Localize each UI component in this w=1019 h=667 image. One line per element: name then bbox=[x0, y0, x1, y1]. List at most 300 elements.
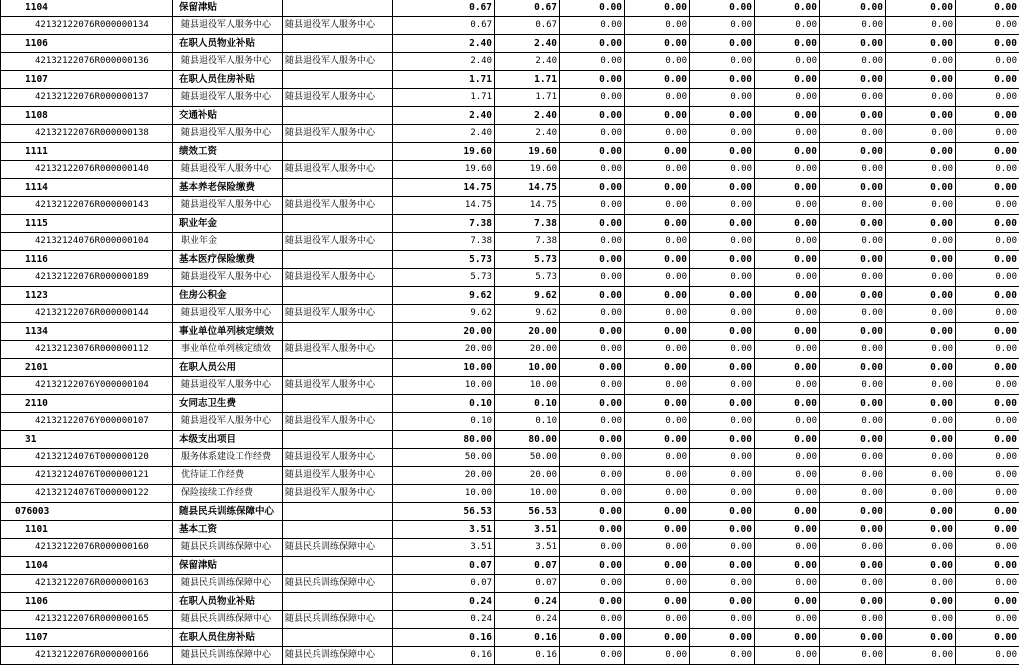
amount-cell: 0.00 bbox=[690, 593, 755, 611]
subtotal-row bbox=[1, 629, 1019, 647]
code-cell: 42132122076R000000140 bbox=[1, 161, 173, 179]
unit-name-cell: 随县退役军人服务中心 bbox=[283, 197, 393, 215]
amount-cell: 0.00 bbox=[625, 89, 690, 107]
amount-cell: 0.00 bbox=[956, 611, 1019, 629]
amount-total-cell: 19.60 bbox=[393, 161, 495, 179]
amount-cell: 0.00 bbox=[886, 575, 956, 593]
unit-name-cell: 随县退役军人服务中心 bbox=[283, 269, 393, 287]
subtotal-row bbox=[1, 179, 1019, 197]
amount-cell: 0.00 bbox=[560, 377, 625, 395]
amount-budget-cell: 0.10 bbox=[495, 413, 560, 431]
unit-name-cell bbox=[283, 287, 393, 305]
table-body bbox=[1, 0, 1019, 665]
amount-cell: 0.00 bbox=[560, 449, 625, 467]
unit-name-cell bbox=[283, 359, 393, 377]
detail-row bbox=[1, 575, 1019, 593]
amount-budget-cell: 10.00 bbox=[495, 485, 560, 503]
item-name-cell: 随县退役军人服务中心 bbox=[173, 269, 283, 287]
code-cell: 1123 bbox=[1, 287, 173, 305]
amount-cell: 0.00 bbox=[625, 0, 690, 17]
code-cell: 42132124076T000000120 bbox=[1, 449, 173, 467]
amount-cell: 0.00 bbox=[956, 431, 1019, 449]
amount-cell: 0.00 bbox=[560, 269, 625, 287]
amount-cell: 0.00 bbox=[625, 593, 690, 611]
subtotal-row bbox=[1, 359, 1019, 377]
code-cell: 42132122076R000000134 bbox=[1, 17, 173, 35]
amount-cell: 0.00 bbox=[956, 197, 1019, 215]
amount-budget-cell: 0.67 bbox=[495, 17, 560, 35]
amount-cell: 0.00 bbox=[956, 53, 1019, 71]
subtotal-row bbox=[1, 143, 1019, 161]
amount-cell: 0.00 bbox=[886, 17, 956, 35]
amount-cell: 0.00 bbox=[560, 161, 625, 179]
amount-cell: 0.00 bbox=[755, 629, 820, 647]
amount-cell: 0.00 bbox=[956, 233, 1019, 251]
amount-cell: 0.00 bbox=[755, 449, 820, 467]
amount-cell: 0.00 bbox=[690, 323, 755, 341]
unit-name-cell: 随县退役军人服务中心 bbox=[283, 17, 393, 35]
amount-budget-cell: 0.07 bbox=[495, 575, 560, 593]
amount-cell: 0.00 bbox=[560, 521, 625, 539]
item-name-cell: 职业年金 bbox=[173, 233, 283, 251]
amount-cell: 0.00 bbox=[560, 17, 625, 35]
amount-cell: 0.00 bbox=[886, 539, 956, 557]
amount-total-cell: 0.07 bbox=[393, 557, 495, 575]
item-name-cell: 随县退役军人服务中心 bbox=[173, 89, 283, 107]
amount-cell: 0.00 bbox=[820, 341, 886, 359]
detail-row bbox=[1, 125, 1019, 143]
amount-cell: 0.00 bbox=[560, 305, 625, 323]
item-name-cell: 在职人员住房补贴 bbox=[173, 629, 283, 647]
amount-total-cell: 0.67 bbox=[393, 0, 495, 17]
amount-cell: 0.00 bbox=[886, 557, 956, 575]
amount-cell: 0.00 bbox=[755, 143, 820, 161]
amount-cell: 0.00 bbox=[886, 215, 956, 233]
amount-cell: 0.00 bbox=[690, 305, 755, 323]
amount-cell: 0.00 bbox=[560, 575, 625, 593]
amount-cell: 0.00 bbox=[560, 179, 625, 197]
unit-name-cell bbox=[283, 0, 393, 17]
detail-row bbox=[1, 647, 1019, 665]
subtotal-row bbox=[1, 251, 1019, 269]
amount-cell: 0.00 bbox=[956, 35, 1019, 53]
amount-cell: 0.00 bbox=[820, 431, 886, 449]
subtotal-row bbox=[1, 395, 1019, 413]
item-name-cell: 保留津贴 bbox=[173, 0, 283, 17]
amount-cell: 0.00 bbox=[560, 71, 625, 89]
amount-cell: 0.00 bbox=[625, 17, 690, 35]
amount-budget-cell: 2.40 bbox=[495, 35, 560, 53]
code-cell: 42132122076R000000166 bbox=[1, 647, 173, 665]
amount-budget-cell: 20.00 bbox=[495, 467, 560, 485]
amount-cell: 0.00 bbox=[886, 323, 956, 341]
unit-name-cell bbox=[283, 251, 393, 269]
amount-total-cell: 0.10 bbox=[393, 395, 495, 413]
amount-cell: 0.00 bbox=[820, 629, 886, 647]
amount-total-cell: 0.24 bbox=[393, 611, 495, 629]
amount-cell: 0.00 bbox=[625, 413, 690, 431]
amount-cell: 0.00 bbox=[820, 485, 886, 503]
item-name-cell: 事业单位单列核定绩效 bbox=[173, 341, 283, 359]
amount-budget-cell: 2.40 bbox=[495, 53, 560, 71]
amount-cell: 0.00 bbox=[625, 251, 690, 269]
amount-budget-cell: 1.71 bbox=[495, 71, 560, 89]
unit-name-cell: 随县退役军人服务中心 bbox=[283, 53, 393, 71]
amount-total-cell: 10.00 bbox=[393, 485, 495, 503]
code-cell: 42132122076Y000000107 bbox=[1, 413, 173, 431]
amount-cell: 0.00 bbox=[560, 629, 625, 647]
amount-cell: 0.00 bbox=[886, 629, 956, 647]
item-name-cell: 优待证工作经费 bbox=[173, 467, 283, 485]
amount-cell: 0.00 bbox=[755, 521, 820, 539]
amount-cell: 0.00 bbox=[690, 53, 755, 71]
unit-name-cell bbox=[283, 557, 393, 575]
amount-cell: 0.00 bbox=[820, 251, 886, 269]
amount-total-cell: 80.00 bbox=[393, 431, 495, 449]
item-name-cell: 职业年金 bbox=[173, 215, 283, 233]
amount-cell: 0.00 bbox=[820, 287, 886, 305]
amount-cell: 0.00 bbox=[625, 35, 690, 53]
item-name-cell: 本级支出项目 bbox=[173, 431, 283, 449]
unit-name-cell bbox=[283, 629, 393, 647]
amount-cell: 0.00 bbox=[625, 71, 690, 89]
amount-cell: 0.00 bbox=[690, 629, 755, 647]
amount-cell: 0.00 bbox=[755, 125, 820, 143]
amount-cell: 0.00 bbox=[886, 89, 956, 107]
item-name-cell: 随县民兵训练保障中心 bbox=[173, 503, 283, 521]
item-name-cell: 随县退役军人服务中心 bbox=[173, 125, 283, 143]
detail-row bbox=[1, 377, 1019, 395]
item-name-cell: 随县民兵训练保障中心 bbox=[173, 575, 283, 593]
amount-cell: 0.00 bbox=[690, 107, 755, 125]
unit-name-cell: 随县退役军人服务中心 bbox=[283, 449, 393, 467]
amount-total-cell: 20.00 bbox=[393, 467, 495, 485]
detail-row bbox=[1, 17, 1019, 35]
amount-cell: 0.00 bbox=[755, 107, 820, 125]
amount-cell: 0.00 bbox=[820, 557, 886, 575]
amount-budget-cell: 0.16 bbox=[495, 647, 560, 665]
item-name-cell: 住房公积金 bbox=[173, 287, 283, 305]
unit-name-cell bbox=[283, 395, 393, 413]
amount-cell: 0.00 bbox=[886, 593, 956, 611]
amount-cell: 0.00 bbox=[886, 0, 956, 17]
item-name-cell: 随县退役军人服务中心 bbox=[173, 53, 283, 71]
amount-cell: 0.00 bbox=[755, 305, 820, 323]
amount-cell: 0.00 bbox=[625, 611, 690, 629]
amount-cell: 0.00 bbox=[820, 359, 886, 377]
amount-budget-cell: 7.38 bbox=[495, 233, 560, 251]
amount-cell: 0.00 bbox=[690, 431, 755, 449]
amount-cell: 0.00 bbox=[886, 179, 956, 197]
code-cell: 2110 bbox=[1, 395, 173, 413]
subtotal-row bbox=[1, 107, 1019, 125]
subtotal-row bbox=[1, 215, 1019, 233]
amount-cell: 0.00 bbox=[625, 287, 690, 305]
code-cell: 42132124076R000000104 bbox=[1, 233, 173, 251]
amount-cell: 0.00 bbox=[820, 539, 886, 557]
amount-cell: 0.00 bbox=[690, 143, 755, 161]
amount-cell: 0.00 bbox=[755, 593, 820, 611]
amount-cell: 0.00 bbox=[820, 161, 886, 179]
unit-name-cell: 随县退役军人服务中心 bbox=[283, 467, 393, 485]
amount-cell: 0.00 bbox=[956, 287, 1019, 305]
amount-cell: 0.00 bbox=[886, 449, 956, 467]
amount-total-cell: 2.40 bbox=[393, 53, 495, 71]
unit-name-cell: 随县民兵训练保障中心 bbox=[283, 539, 393, 557]
amount-budget-cell: 9.62 bbox=[495, 287, 560, 305]
amount-cell: 0.00 bbox=[956, 107, 1019, 125]
item-name-cell: 保险接续工作经费 bbox=[173, 485, 283, 503]
amount-cell: 0.00 bbox=[886, 287, 956, 305]
unit-name-cell bbox=[283, 503, 393, 521]
amount-cell: 0.00 bbox=[690, 125, 755, 143]
code-cell: 42132122076R000000189 bbox=[1, 269, 173, 287]
amount-cell: 0.00 bbox=[560, 89, 625, 107]
amount-cell: 0.00 bbox=[690, 395, 755, 413]
amount-cell: 0.00 bbox=[956, 593, 1019, 611]
amount-cell: 0.00 bbox=[625, 539, 690, 557]
amount-total-cell: 14.75 bbox=[393, 197, 495, 215]
amount-cell: 0.00 bbox=[560, 143, 625, 161]
amount-cell: 0.00 bbox=[690, 539, 755, 557]
amount-cell: 0.00 bbox=[690, 467, 755, 485]
code-cell: 42132122076R000000137 bbox=[1, 89, 173, 107]
amount-cell: 0.00 bbox=[820, 107, 886, 125]
amount-cell: 0.00 bbox=[690, 611, 755, 629]
code-cell: 42132122076R000000138 bbox=[1, 125, 173, 143]
amount-cell: 0.00 bbox=[956, 503, 1019, 521]
detail-row bbox=[1, 197, 1019, 215]
subtotal-row bbox=[1, 71, 1019, 89]
amount-budget-cell: 0.07 bbox=[495, 557, 560, 575]
amount-cell: 0.00 bbox=[625, 431, 690, 449]
amount-budget-cell: 20.00 bbox=[495, 341, 560, 359]
amount-cell: 0.00 bbox=[560, 485, 625, 503]
amount-cell: 0.00 bbox=[956, 485, 1019, 503]
amount-cell: 0.00 bbox=[886, 485, 956, 503]
amount-cell: 0.00 bbox=[625, 143, 690, 161]
amount-cell: 0.00 bbox=[690, 485, 755, 503]
amount-cell: 0.00 bbox=[690, 215, 755, 233]
amount-cell: 0.00 bbox=[755, 179, 820, 197]
code-cell: 42132122076R000000160 bbox=[1, 539, 173, 557]
amount-cell: 0.00 bbox=[755, 647, 820, 665]
amount-cell: 0.00 bbox=[560, 503, 625, 521]
amount-cell: 0.00 bbox=[560, 251, 625, 269]
amount-budget-cell: 10.00 bbox=[495, 377, 560, 395]
amount-cell: 0.00 bbox=[956, 0, 1019, 17]
amount-cell: 0.00 bbox=[956, 647, 1019, 665]
unit-name-cell bbox=[283, 215, 393, 233]
amount-cell: 0.00 bbox=[886, 161, 956, 179]
detail-row bbox=[1, 467, 1019, 485]
item-name-cell: 女同志卫生费 bbox=[173, 395, 283, 413]
amount-budget-cell: 56.53 bbox=[495, 503, 560, 521]
amount-cell: 0.00 bbox=[625, 233, 690, 251]
amount-total-cell: 20.00 bbox=[393, 323, 495, 341]
amount-cell: 0.00 bbox=[820, 71, 886, 89]
amount-total-cell: 0.07 bbox=[393, 575, 495, 593]
amount-cell: 0.00 bbox=[956, 467, 1019, 485]
amount-cell: 0.00 bbox=[560, 197, 625, 215]
amount-cell: 0.00 bbox=[560, 467, 625, 485]
amount-cell: 0.00 bbox=[560, 53, 625, 71]
item-name-cell: 基本养老保险缴费 bbox=[173, 179, 283, 197]
amount-cell: 0.00 bbox=[560, 233, 625, 251]
amount-cell: 0.00 bbox=[625, 161, 690, 179]
amount-cell: 0.00 bbox=[956, 575, 1019, 593]
amount-cell: 0.00 bbox=[886, 269, 956, 287]
amount-cell: 0.00 bbox=[820, 449, 886, 467]
detail-row bbox=[1, 269, 1019, 287]
detail-row bbox=[1, 161, 1019, 179]
subtotal-row bbox=[1, 503, 1019, 521]
amount-cell: 0.00 bbox=[755, 359, 820, 377]
subtotal-row bbox=[1, 521, 1019, 539]
amount-cell: 0.00 bbox=[820, 467, 886, 485]
unit-name-cell: 随县退役军人服务中心 bbox=[283, 89, 393, 107]
amount-cell: 0.00 bbox=[690, 359, 755, 377]
amount-total-cell: 9.62 bbox=[393, 287, 495, 305]
amount-total-cell: 10.00 bbox=[393, 377, 495, 395]
detail-row bbox=[1, 449, 1019, 467]
amount-budget-cell: 2.40 bbox=[495, 125, 560, 143]
code-cell: 1134 bbox=[1, 323, 173, 341]
amount-cell: 0.00 bbox=[560, 593, 625, 611]
amount-cell: 0.00 bbox=[755, 71, 820, 89]
amount-cell: 0.00 bbox=[690, 251, 755, 269]
amount-cell: 0.00 bbox=[820, 305, 886, 323]
amount-budget-cell: 14.75 bbox=[495, 179, 560, 197]
item-name-cell: 基本工资 bbox=[173, 521, 283, 539]
amount-budget-cell: 19.60 bbox=[495, 161, 560, 179]
amount-total-cell: 7.38 bbox=[393, 215, 495, 233]
unit-name-cell: 随县民兵训练保障中心 bbox=[283, 647, 393, 665]
amount-total-cell: 19.60 bbox=[393, 143, 495, 161]
code-cell: 1107 bbox=[1, 629, 173, 647]
amount-cell: 0.00 bbox=[625, 575, 690, 593]
amount-cell: 0.00 bbox=[755, 89, 820, 107]
amount-cell: 0.00 bbox=[820, 413, 886, 431]
amount-cell: 0.00 bbox=[956, 539, 1019, 557]
code-cell: 42132122076R000000136 bbox=[1, 53, 173, 71]
amount-cell: 0.00 bbox=[755, 161, 820, 179]
amount-cell: 0.00 bbox=[755, 485, 820, 503]
amount-cell: 0.00 bbox=[956, 395, 1019, 413]
amount-cell: 0.00 bbox=[755, 575, 820, 593]
amount-cell: 0.00 bbox=[755, 269, 820, 287]
amount-cell: 0.00 bbox=[956, 629, 1019, 647]
amount-total-cell: 10.00 bbox=[393, 359, 495, 377]
amount-cell: 0.00 bbox=[886, 431, 956, 449]
amount-cell: 0.00 bbox=[560, 35, 625, 53]
amount-total-cell: 5.73 bbox=[393, 269, 495, 287]
unit-name-cell: 随县民兵训练保障中心 bbox=[283, 611, 393, 629]
amount-cell: 0.00 bbox=[820, 647, 886, 665]
unit-name-cell bbox=[283, 593, 393, 611]
code-cell: 42132122076R000000165 bbox=[1, 611, 173, 629]
amount-budget-cell: 2.40 bbox=[495, 107, 560, 125]
amount-cell: 0.00 bbox=[625, 269, 690, 287]
amount-cell: 0.00 bbox=[755, 0, 820, 17]
amount-cell: 0.00 bbox=[956, 377, 1019, 395]
amount-cell: 0.00 bbox=[625, 521, 690, 539]
subtotal-row bbox=[1, 557, 1019, 575]
amount-total-cell: 0.10 bbox=[393, 413, 495, 431]
detail-row bbox=[1, 305, 1019, 323]
amount-cell: 0.00 bbox=[956, 323, 1019, 341]
detail-row bbox=[1, 413, 1019, 431]
amount-cell: 0.00 bbox=[755, 503, 820, 521]
item-name-cell: 在职人员物业补贴 bbox=[173, 35, 283, 53]
amount-cell: 0.00 bbox=[956, 179, 1019, 197]
amount-budget-cell: 3.51 bbox=[495, 521, 560, 539]
amount-budget-cell: 19.60 bbox=[495, 143, 560, 161]
amount-cell: 0.00 bbox=[755, 377, 820, 395]
amount-cell: 0.00 bbox=[690, 17, 755, 35]
amount-cell: 0.00 bbox=[956, 215, 1019, 233]
code-cell: 31 bbox=[1, 431, 173, 449]
amount-cell: 0.00 bbox=[690, 521, 755, 539]
amount-cell: 0.00 bbox=[560, 557, 625, 575]
subtotal-row bbox=[1, 323, 1019, 341]
amount-total-cell: 14.75 bbox=[393, 179, 495, 197]
amount-total-cell: 20.00 bbox=[393, 341, 495, 359]
amount-cell: 0.00 bbox=[886, 305, 956, 323]
amount-cell: 0.00 bbox=[886, 251, 956, 269]
code-cell: 42132123076R000000112 bbox=[1, 341, 173, 359]
amount-cell: 0.00 bbox=[820, 233, 886, 251]
amount-budget-cell: 0.10 bbox=[495, 395, 560, 413]
amount-budget-cell: 7.38 bbox=[495, 215, 560, 233]
amount-cell: 0.00 bbox=[560, 287, 625, 305]
amount-total-cell: 2.40 bbox=[393, 35, 495, 53]
code-cell: 42132122076R000000143 bbox=[1, 197, 173, 215]
amount-total-cell: 3.51 bbox=[393, 521, 495, 539]
item-name-cell: 在职人员公用 bbox=[173, 359, 283, 377]
amount-cell: 0.00 bbox=[956, 269, 1019, 287]
amount-cell: 0.00 bbox=[956, 125, 1019, 143]
amount-cell: 0.00 bbox=[625, 647, 690, 665]
amount-budget-cell: 14.75 bbox=[495, 197, 560, 215]
amount-cell: 0.00 bbox=[956, 359, 1019, 377]
unit-name-cell: 随县退役军人服务中心 bbox=[283, 485, 393, 503]
amount-cell: 0.00 bbox=[820, 377, 886, 395]
unit-name-cell bbox=[283, 521, 393, 539]
item-name-cell: 服务体系建设工作经费 bbox=[173, 449, 283, 467]
amount-cell: 0.00 bbox=[625, 197, 690, 215]
amount-cell: 0.00 bbox=[820, 89, 886, 107]
amount-budget-cell: 3.51 bbox=[495, 539, 560, 557]
detail-row bbox=[1, 485, 1019, 503]
amount-cell: 0.00 bbox=[886, 503, 956, 521]
amount-cell: 0.00 bbox=[886, 197, 956, 215]
amount-cell: 0.00 bbox=[690, 161, 755, 179]
amount-cell: 0.00 bbox=[690, 71, 755, 89]
amount-cell: 0.00 bbox=[820, 395, 886, 413]
amount-cell: 0.00 bbox=[690, 179, 755, 197]
unit-name-cell bbox=[283, 143, 393, 161]
amount-cell: 0.00 bbox=[956, 449, 1019, 467]
amount-budget-cell: 0.67 bbox=[495, 0, 560, 17]
amount-cell: 0.00 bbox=[625, 215, 690, 233]
amount-cell: 0.00 bbox=[560, 431, 625, 449]
unit-name-cell bbox=[283, 323, 393, 341]
unit-name-cell: 随县退役军人服务中心 bbox=[283, 233, 393, 251]
amount-cell: 0.00 bbox=[625, 377, 690, 395]
amount-cell: 0.00 bbox=[886, 107, 956, 125]
amount-budget-cell: 80.00 bbox=[495, 431, 560, 449]
